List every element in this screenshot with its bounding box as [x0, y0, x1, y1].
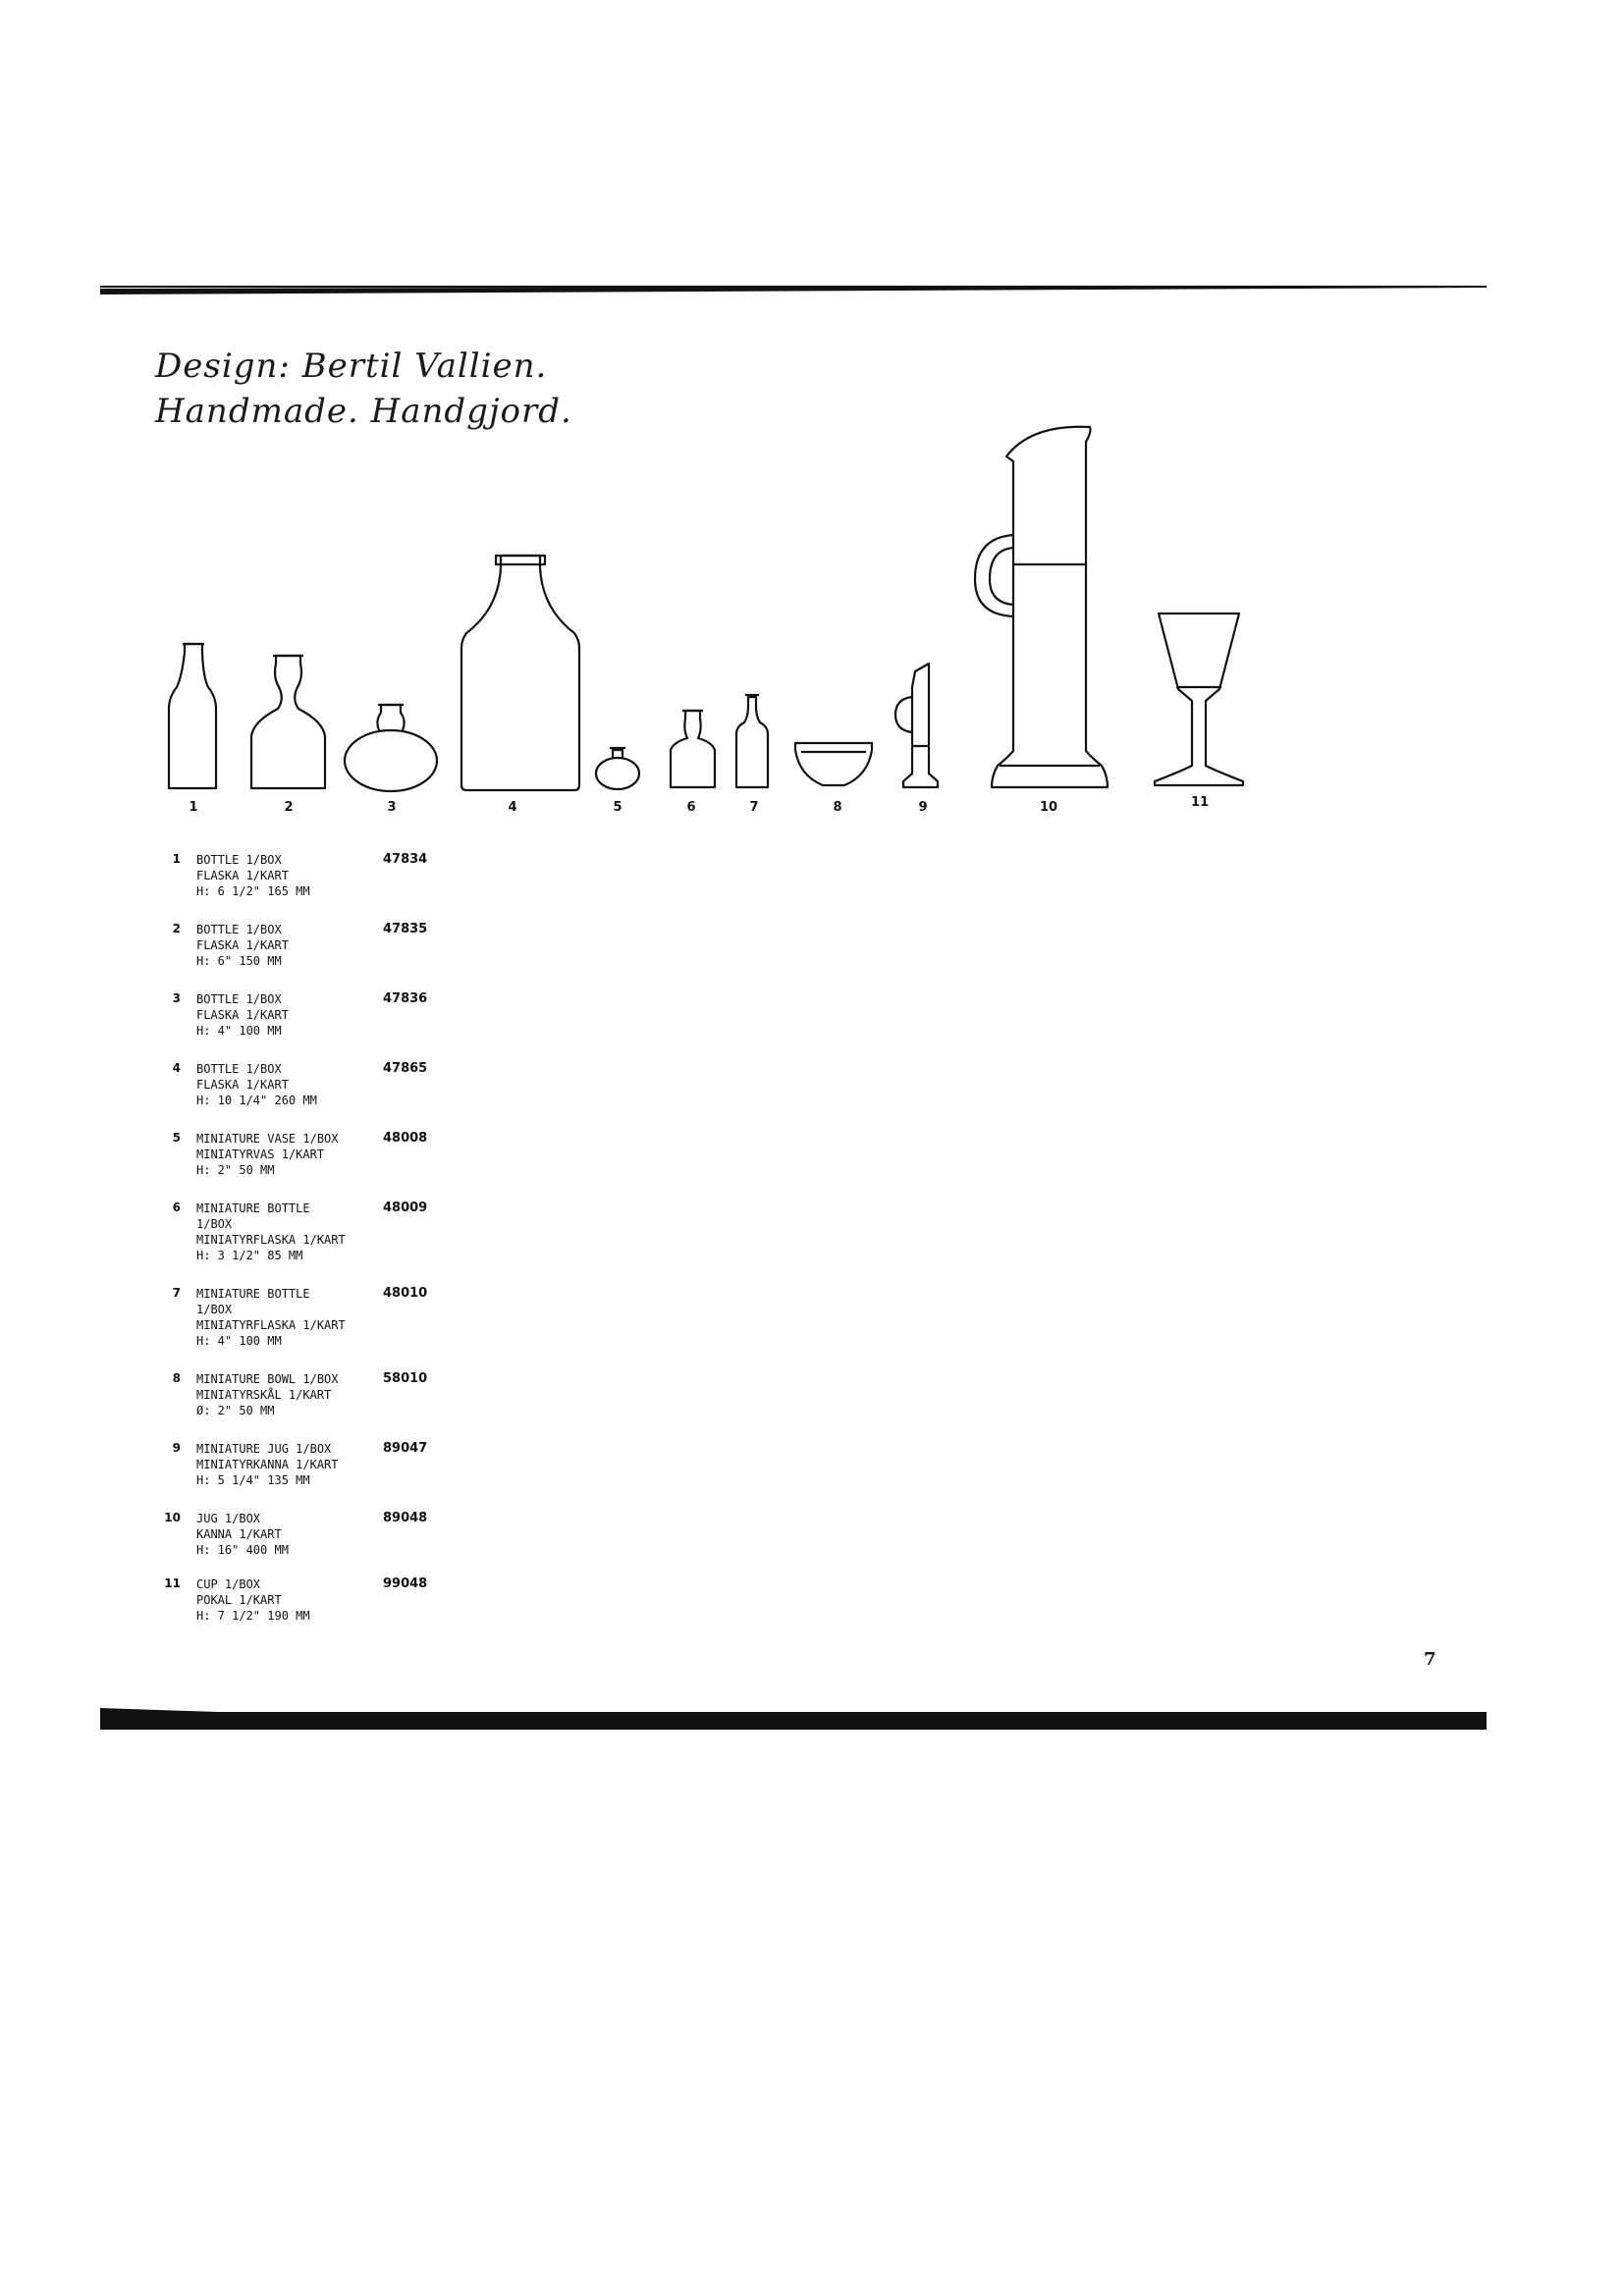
- list-item: [157, 1201, 452, 1286]
- item-4-bottle-drawing: [461, 556, 579, 790]
- item-number: 1: [172, 852, 181, 866]
- item-description: [196, 922, 383, 969]
- item-11-cup-drawing: [1155, 614, 1243, 785]
- item-line: MINIATYRVAS 1/KART: [196, 1148, 325, 1161]
- item-8-bowl-drawing: [795, 743, 872, 785]
- item-description: [196, 1511, 383, 1558]
- item-line: MINIATURE BOWL 1/BOX: [196, 1372, 339, 1386]
- item-line: 1/BOX: [196, 1303, 233, 1316]
- item-code: 47865: [383, 1061, 428, 1076]
- item-code: 47834: [383, 852, 428, 867]
- item-line: H: 3 1/2" 85 MM: [196, 1249, 303, 1262]
- list-item: [157, 922, 452, 991]
- heading-handmade: Handmade. Handgjord.: [155, 392, 572, 431]
- product-list: [157, 852, 452, 1635]
- item-line: BOTTLE 1/BOX: [196, 923, 282, 936]
- item-description: [196, 1131, 383, 1178]
- item-line: KANNA 1/KART: [196, 1527, 282, 1541]
- figure-number-3: 3: [387, 800, 397, 815]
- item-description: [196, 852, 383, 899]
- item-line: MINIATURE VASE 1/BOX: [196, 1132, 339, 1146]
- list-item: [157, 1576, 452, 1635]
- figure-number-11: 11: [1190, 795, 1210, 810]
- figure-number-1: 1: [189, 800, 198, 815]
- list-item: [157, 1286, 452, 1371]
- item-description: [196, 1201, 383, 1263]
- item-description: [196, 991, 383, 1039]
- item-number: 2: [172, 922, 181, 935]
- item-line: MINIATYRFLASKA 1/KART: [196, 1318, 346, 1332]
- item-line: BOTTLE 1/BOX: [196, 853, 282, 867]
- item-2-bottle-drawing: [251, 656, 325, 788]
- item-7-bottle-drawing: [736, 697, 768, 787]
- page-number: 7: [1424, 1649, 1436, 1670]
- product-illustration: [0, 412, 1624, 825]
- item-line: H: 7 1/2" 190 MM: [196, 1609, 310, 1623]
- item-line: BOTTLE 1/BOX: [196, 992, 282, 1006]
- item-code: 58010: [383, 1371, 428, 1386]
- item-code: 48009: [383, 1201, 428, 1215]
- item-description: [196, 1371, 383, 1418]
- item-number: 8: [172, 1371, 181, 1385]
- item-description: [196, 1441, 383, 1488]
- item-line: H: 5 1/4" 135 MM: [196, 1473, 310, 1487]
- item-line: MINIATYRKANNA 1/KART: [196, 1458, 339, 1471]
- item-line: MINIATYRFLASKA 1/KART: [196, 1233, 346, 1247]
- item-line: MINIATYRSKÅL 1/KART: [196, 1388, 332, 1402]
- item-line: H: 6 1/2" 165 MM: [196, 884, 310, 898]
- item-number: 11: [164, 1576, 181, 1590]
- item-line: JUG 1/BOX: [196, 1512, 261, 1525]
- figure-number-8: 8: [833, 800, 842, 815]
- item-line: POKAL 1/KART: [196, 1593, 282, 1607]
- figure-number-9: 9: [918, 800, 928, 815]
- item-line: FLASKA 1/KART: [196, 869, 289, 882]
- figure-number-10: 10: [1039, 800, 1058, 815]
- item-line: MINIATURE JUG 1/BOX: [196, 1442, 332, 1456]
- item-number: 3: [172, 991, 181, 1005]
- item-3-flask-drawing: [345, 730, 437, 791]
- item-5-vase-drawing: [596, 758, 639, 789]
- item-line: 1/BOX: [196, 1217, 233, 1231]
- item-line: MINIATURE BOTTLE: [196, 1287, 310, 1301]
- item-9-jug-drawing: [903, 664, 938, 787]
- figure-number-2: 2: [284, 800, 294, 815]
- figure-number-4: 4: [508, 800, 517, 815]
- figure-number-6: 6: [686, 800, 696, 815]
- item-line: H: 4" 100 MM: [196, 1024, 282, 1038]
- bottom-rule: [100, 1708, 1487, 1730]
- item-number: 5: [172, 1131, 181, 1145]
- item-code: 89048: [383, 1511, 428, 1525]
- item-line: H: 6" 150 MM: [196, 954, 282, 968]
- list-item: [157, 1511, 452, 1576]
- figure-number-5: 5: [613, 800, 623, 815]
- list-item: [157, 1441, 452, 1511]
- item-line: FLASKA 1/KART: [196, 1008, 289, 1022]
- item-line: BOTTLE 1/BOX: [196, 1062, 282, 1076]
- figure-number-7: 7: [749, 800, 759, 815]
- item-1-bottle-drawing: [169, 644, 216, 788]
- item-description: [196, 1576, 383, 1624]
- item-10-jug-drawing: [992, 427, 1108, 787]
- list-item: [157, 1061, 452, 1131]
- item-description: [196, 1061, 383, 1108]
- heading-designer: Design: Bertil Vallien.: [155, 347, 548, 386]
- item-line: MINIATURE BOTTLE: [196, 1201, 310, 1215]
- item-code: 48008: [383, 1131, 428, 1146]
- item-line: H: 2" 50 MM: [196, 1163, 275, 1177]
- item-line: H: 4" 100 MM: [196, 1334, 282, 1348]
- item-description: [196, 1286, 383, 1349]
- item-number: 6: [172, 1201, 181, 1214]
- item-line: H: 10 1/4" 260 MM: [196, 1094, 317, 1107]
- item-code: 48010: [383, 1286, 428, 1301]
- item-line: FLASKA 1/KART: [196, 1078, 289, 1092]
- item-6-bottle-drawing: [671, 711, 715, 787]
- item-line: Ø: 2" 50 MM: [196, 1404, 275, 1417]
- list-item: [157, 991, 452, 1061]
- item-number: 4: [172, 1061, 181, 1075]
- item-code: 89047: [383, 1441, 428, 1456]
- list-item: [157, 1371, 452, 1441]
- item-code: 47835: [383, 922, 428, 936]
- item-number: 7: [172, 1286, 181, 1300]
- item-line: FLASKA 1/KART: [196, 938, 289, 952]
- list-item: [157, 852, 452, 922]
- item-line: H: 16" 400 MM: [196, 1543, 289, 1557]
- item-number: 10: [164, 1511, 181, 1524]
- item-number: 9: [172, 1441, 181, 1455]
- item-code: 47836: [383, 991, 428, 1006]
- list-item: [157, 1131, 452, 1201]
- item-line: CUP 1/BOX: [196, 1577, 261, 1591]
- item-code: 99048: [383, 1576, 428, 1591]
- top-rule: [100, 283, 1487, 294]
